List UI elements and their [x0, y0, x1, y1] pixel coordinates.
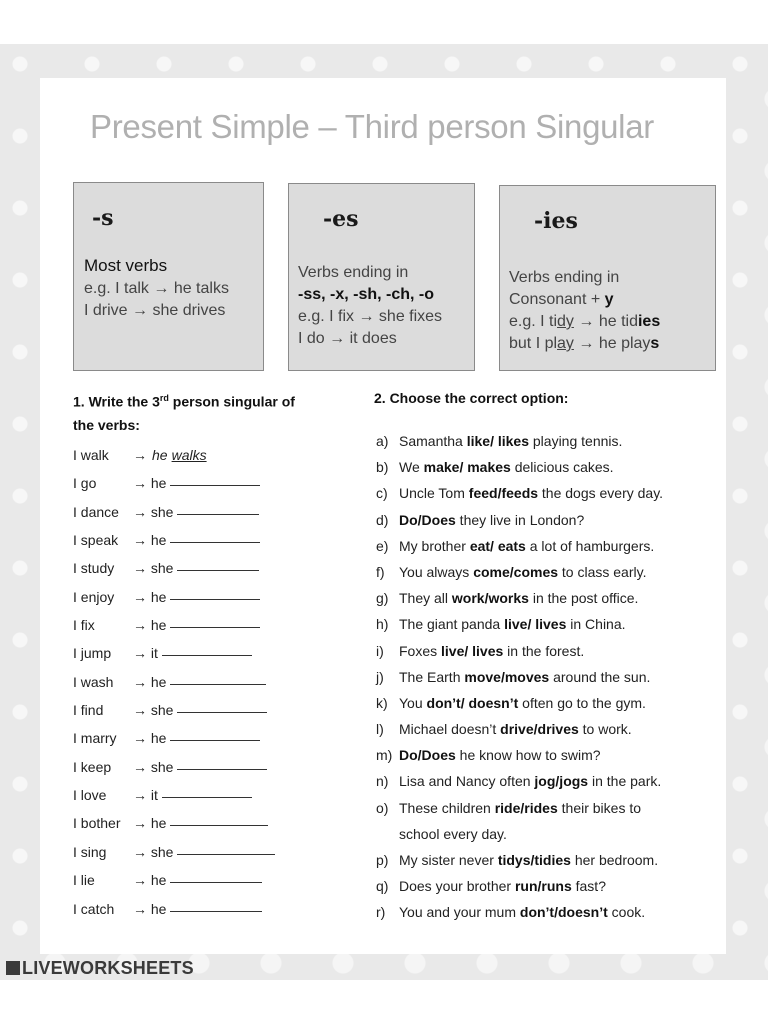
- exercise1-row: [73, 554, 353, 582]
- rule-line: → he tid: [573, 313, 638, 330]
- sentence-text: playing tennis.: [529, 433, 623, 449]
- item-letter: l): [376, 721, 384, 738]
- exercise2-row: [376, 480, 736, 506]
- pronoun-label: → she: [133, 503, 174, 520]
- item-letter: j): [376, 668, 384, 685]
- sentence: [399, 847, 658, 873]
- pronoun-label: → he: [133, 815, 167, 832]
- exercise1-row: [73, 781, 353, 809]
- option-choice[interactable]: run/runs: [514, 878, 572, 895]
- sentence: [399, 507, 584, 533]
- option-choice[interactable]: move/moves: [464, 668, 550, 685]
- sentence-text: My brother: [399, 537, 470, 554]
- verb-label: I wash: [73, 673, 114, 690]
- exercise2-list: [376, 428, 736, 926]
- verb-label: I love: [73, 787, 107, 804]
- sentence: [399, 873, 606, 899]
- item-letter: f): [376, 563, 385, 580]
- answer-blank[interactable]: [162, 796, 252, 798]
- sentence-text: My sister never: [399, 852, 498, 868]
- exercise2-row: [376, 821, 736, 847]
- sentence: [399, 690, 646, 716]
- sentence-text: in the park.: [588, 773, 662, 790]
- exercise2-row: [376, 795, 736, 821]
- item-letter: q): [376, 878, 389, 895]
- answer-area: [133, 838, 275, 866]
- sentence-text: her bedroom.: [570, 852, 659, 868]
- exercise2-row: [376, 847, 736, 873]
- item-letter: d): [376, 511, 389, 528]
- option-choice[interactable]: jog/jogs: [534, 773, 589, 790]
- verb-label: I bother: [73, 815, 121, 832]
- exercise2-row: [376, 507, 736, 533]
- pronoun-label: → it: [133, 645, 158, 662]
- exercise2-row: [376, 559, 736, 585]
- sentence: [399, 821, 507, 847]
- sentence: [399, 454, 614, 480]
- example-answer: walks: [171, 447, 207, 463]
- sentence-text: to work.: [578, 721, 632, 738]
- item-letter: e): [376, 537, 389, 554]
- answer-area: [133, 441, 207, 469]
- pronoun-label: → he: [133, 475, 167, 492]
- sentence-text: These children: [399, 799, 495, 816]
- exercise1-row: [73, 838, 353, 866]
- page-title: Present Simple – Third person Singular: [90, 108, 654, 145]
- answer-area: [133, 724, 260, 752]
- item-letter: r): [376, 904, 386, 921]
- exercise1-row: [73, 668, 353, 696]
- option-choice[interactable]: live/ lives: [441, 642, 504, 659]
- sentence: [399, 899, 645, 925]
- rule-text: [84, 255, 229, 322]
- sentence-text: they live in London?: [455, 511, 585, 528]
- rule-highlight: s: [650, 335, 660, 352]
- answer-area: [133, 639, 252, 667]
- liveworksheets-logo: LIVEWORKSHEETS: [6, 958, 194, 979]
- verb-label: I sing: [73, 843, 107, 860]
- sentence: [399, 611, 626, 637]
- exercise1-title: 1. Write the 3rd person singular of the verbs:: [73, 393, 295, 433]
- sentence-text: in China.: [566, 616, 626, 633]
- option-choice[interactable]: eat/ eats: [469, 537, 526, 554]
- option-choice[interactable]: Do/Does: [399, 511, 456, 528]
- sentence: [399, 664, 650, 690]
- rule-text: [509, 267, 660, 355]
- answer-area: [133, 526, 260, 554]
- answer-area: [133, 554, 259, 582]
- item-letter: c): [376, 485, 388, 502]
- option-choice[interactable]: live/ lives: [504, 616, 567, 633]
- rule-line: I drive → she drives: [84, 302, 226, 319]
- pronoun-label: → he: [133, 532, 167, 549]
- item-letter: n): [376, 773, 389, 790]
- answer-blank[interactable]: [177, 768, 267, 770]
- option-choice[interactable]: don’t/doesn’t: [519, 904, 608, 921]
- rule-line: e.g. I fix → she fixes: [298, 308, 443, 325]
- verb-label: I fix: [73, 617, 95, 634]
- sentence-text: Does your brother: [399, 878, 515, 895]
- answer-blank[interactable]: [170, 881, 262, 883]
- answer-area: [133, 469, 260, 497]
- example-pronoun: he: [152, 447, 168, 463]
- item-letter: k): [376, 694, 388, 711]
- exercise2-row: [376, 611, 736, 637]
- answer-area: [133, 583, 260, 611]
- sentence-text: to class early.: [558, 563, 647, 580]
- rule-highlight: dy: [557, 313, 574, 330]
- answer-blank[interactable]: [170, 683, 266, 685]
- answer-blank[interactable]: [177, 711, 267, 713]
- verb-label: I dance: [73, 503, 119, 520]
- pronoun-label: → she: [133, 843, 174, 860]
- sentence-text: the dogs every day.: [538, 485, 664, 502]
- verb-label: I keep: [73, 758, 112, 775]
- exercise1-row: [73, 809, 353, 837]
- item-letter: a): [376, 433, 389, 449]
- verb-label: I jump: [73, 645, 112, 662]
- pronoun-label: →: [133, 447, 147, 463]
- item-letter: b): [376, 459, 389, 476]
- item-letter: p): [376, 852, 389, 868]
- pronoun-label: → he: [133, 617, 167, 634]
- answer-blank[interactable]: [177, 569, 259, 571]
- sentence: [399, 533, 654, 559]
- answer-blank[interactable]: [170, 824, 268, 826]
- exercise2-title: 2. Choose the correct option:: [374, 390, 569, 406]
- sentence-text: The giant panda: [399, 616, 505, 633]
- rule-line: -ss, -x, -sh, -ch, -o: [298, 286, 435, 303]
- sentence-text: You: [399, 694, 427, 711]
- exercise2-row: [376, 899, 736, 925]
- sentence-text: The Earth: [399, 668, 465, 685]
- rule-text: [298, 262, 442, 350]
- exercise1-row: [73, 639, 353, 667]
- answer-blank[interactable]: [177, 513, 259, 515]
- sentence: [399, 768, 661, 794]
- exercise2-row: [376, 716, 736, 742]
- sentence-text: he know how to swim?: [455, 747, 601, 764]
- answer-area: [133, 866, 262, 894]
- answer-area: [133, 611, 260, 639]
- pronoun-label: → he: [133, 588, 167, 605]
- exercise2-row: [376, 638, 736, 664]
- answer-area: [133, 781, 252, 809]
- sentence-text: in the forest.: [503, 642, 585, 659]
- sentence: [399, 742, 601, 768]
- exercise1-list: [73, 441, 353, 923]
- exercise2-row: [376, 664, 736, 690]
- sentence-text: a lot of hamburgers.: [525, 537, 655, 554]
- answer-blank[interactable]: [170, 626, 260, 628]
- rule-line: e.g. I ti: [509, 313, 558, 330]
- option-choice[interactable]: make/ makes: [423, 459, 511, 476]
- pronoun-label: → he: [133, 730, 167, 747]
- rule-line: → he play: [573, 335, 651, 352]
- sentence: [399, 428, 622, 454]
- pronoun-label: → it: [133, 787, 158, 804]
- verb-label: I marry: [73, 730, 117, 747]
- rule-line: but I pl: [509, 335, 558, 352]
- exercise1-row: [73, 753, 353, 781]
- pronoun-label: → she: [133, 758, 174, 775]
- exercise1-row: [73, 895, 353, 923]
- item-letter: o): [376, 799, 389, 816]
- item-letter: i): [376, 642, 384, 659]
- verb-label: I go: [73, 475, 97, 492]
- logo-icon: [6, 961, 20, 975]
- sentence-text: delicious cakes.: [510, 459, 614, 476]
- pronoun-label: → she: [133, 560, 174, 577]
- answer-area: [133, 809, 268, 837]
- sentence-text: You always: [399, 563, 474, 580]
- exercise1-row: [73, 469, 353, 497]
- sentence-text: around the sun.: [549, 668, 651, 685]
- answer-blank[interactable]: [170, 541, 260, 543]
- exercise2-row: [376, 428, 736, 454]
- verb-label: I find: [73, 702, 104, 719]
- exercise1-row: [73, 866, 353, 894]
- exercise2-row: [376, 768, 736, 794]
- verb-label: I catch: [73, 900, 115, 917]
- exercise1-row: [73, 498, 353, 526]
- option-choice[interactable]: don’t/ doesn’t: [426, 694, 519, 711]
- rule-suffix: -ies: [534, 208, 578, 234]
- exercise1-row: [73, 583, 353, 611]
- exercise2-row: [376, 585, 736, 611]
- sentence-text: Samantha: [399, 433, 467, 449]
- exercise2-row: [376, 742, 736, 768]
- verb-label: I enjoy: [73, 588, 115, 605]
- rule-line: Verbs ending in: [509, 269, 620, 286]
- answer-blank[interactable]: [170, 739, 260, 741]
- pronoun-label: → he: [133, 673, 167, 690]
- rule-line: e.g. I talk → he talks: [84, 280, 229, 297]
- sentence: [399, 638, 584, 664]
- item-letter: h): [376, 616, 389, 633]
- item-letter: m): [376, 747, 393, 764]
- option-choice[interactable]: come/comes: [473, 563, 559, 580]
- rule-highlight: ies: [637, 313, 661, 330]
- exercise1-row: [73, 441, 353, 469]
- verb-label: I speak: [73, 532, 119, 549]
- answer-area: [133, 753, 267, 781]
- option-choice[interactable]: like/ likes: [466, 433, 529, 449]
- sentence: [399, 716, 632, 742]
- sentence: [399, 795, 641, 821]
- verb-label: I walk: [73, 447, 109, 463]
- option-choice[interactable]: work/works: [451, 590, 529, 607]
- option-choice[interactable]: feed/feeds: [468, 485, 539, 502]
- pronoun-label: → he: [133, 900, 167, 917]
- answer-area: [133, 895, 262, 923]
- rule-highlight: ay: [557, 335, 574, 352]
- exercise2-row: [376, 690, 736, 716]
- sentence: [399, 559, 646, 585]
- sentence-text: Uncle Tom: [399, 485, 469, 502]
- sentence-text: fast?: [571, 878, 606, 895]
- answer-blank[interactable]: [170, 910, 262, 912]
- answer-area: [133, 498, 259, 526]
- rule-line: I do → it does: [298, 330, 397, 347]
- verb-label: I lie: [73, 872, 95, 889]
- sentence-text: Michael doesn’t: [399, 721, 501, 738]
- sentence-text: school every day.: [399, 825, 507, 842]
- sentence: [399, 480, 663, 506]
- rule-box-s: [73, 182, 264, 371]
- sentence-text: Foxes: [399, 642, 442, 659]
- rule-line: Most verbs: [84, 256, 168, 275]
- sentence-text: cook.: [607, 904, 646, 921]
- sentence-text: You and your mum: [399, 904, 520, 921]
- verb-label: I study: [73, 560, 115, 577]
- rule-box-ies: [499, 185, 716, 371]
- answer-blank[interactable]: [177, 853, 275, 855]
- rule-suffix: -s: [92, 205, 114, 231]
- rule-suffix: -es: [323, 206, 359, 232]
- item-letter: g): [376, 590, 389, 607]
- answer-blank[interactable]: [170, 484, 260, 486]
- sentence-text: in the post office.: [528, 590, 639, 607]
- exercise1-row: [73, 696, 353, 724]
- pronoun-label: → she: [133, 702, 174, 719]
- pronoun-label: → he: [133, 872, 167, 889]
- exercise1-row: [73, 526, 353, 554]
- sentence-text: Lisa and Nancy often: [399, 773, 535, 790]
- option-choice[interactable]: drive/drives: [500, 721, 579, 738]
- option-choice[interactable]: ride/rides: [494, 799, 558, 816]
- exercise2-row: [376, 454, 736, 480]
- exercise2-row: [376, 873, 736, 899]
- sentence-text: often go to the gym.: [518, 694, 646, 711]
- option-choice[interactable]: tidys/tidies: [497, 852, 571, 868]
- rule-highlight: y: [604, 291, 614, 308]
- answer-area: [133, 668, 266, 696]
- sentence-text: their bikes to: [557, 799, 642, 816]
- answer-blank[interactable]: [170, 598, 260, 600]
- rule-box-es: [288, 183, 475, 371]
- sentence-text: They all: [399, 590, 452, 607]
- exercise2-row: [376, 533, 736, 559]
- option-choice[interactable]: Do/Does: [399, 747, 456, 764]
- exercise1-row: [73, 724, 353, 752]
- sentence: [399, 585, 638, 611]
- rule-line: Verbs ending in: [298, 264, 409, 281]
- answer-blank[interactable]: [162, 654, 252, 656]
- answer-area: [133, 696, 267, 724]
- exercise1-row: [73, 611, 353, 639]
- sentence-text: We: [399, 459, 424, 476]
- rule-line: Consonant +: [509, 291, 605, 308]
